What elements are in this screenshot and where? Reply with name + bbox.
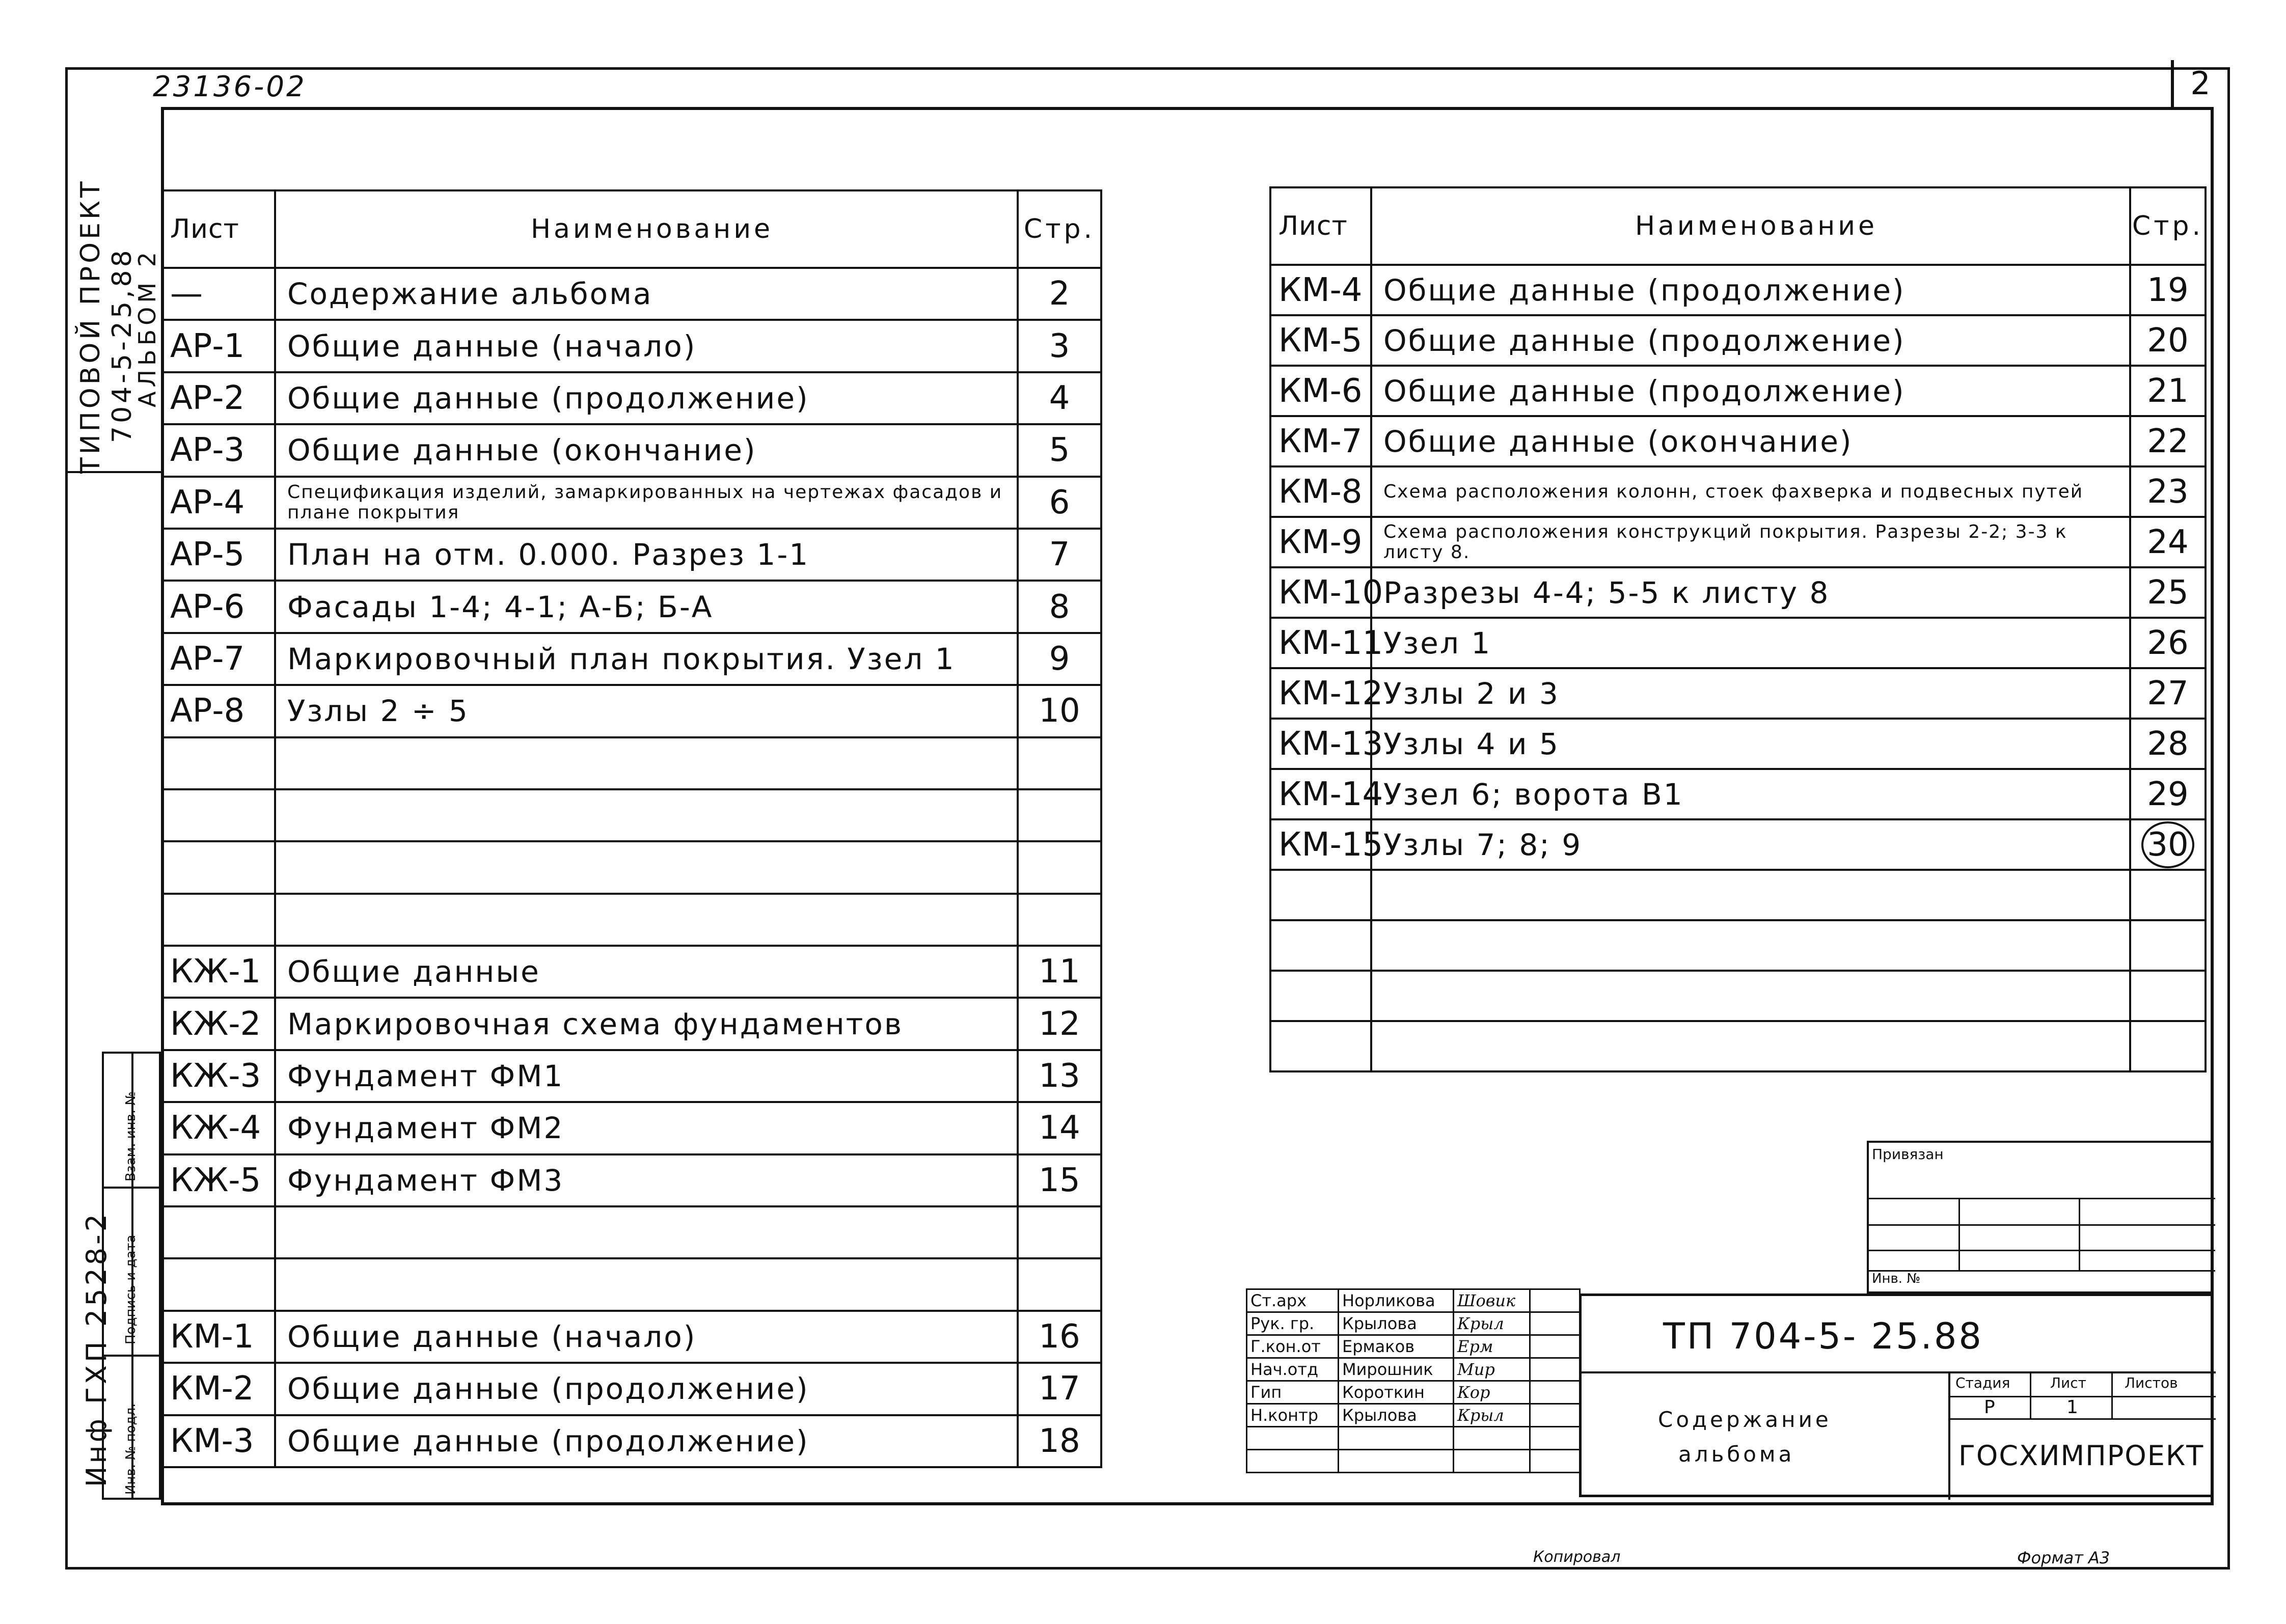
sig-empty-cell	[1530, 1427, 1580, 1450]
row-sheet-code: АР-5	[162, 529, 275, 581]
row-page	[1018, 894, 1101, 946]
sig-empty-cell	[1339, 1450, 1454, 1473]
table-header-row	[162, 190, 1101, 268]
table-row	[162, 789, 1101, 841]
sheets-label: Листов	[2125, 1374, 2178, 1391]
sig-role: Нач.отд	[1247, 1358, 1339, 1381]
row-title: Содержание альбома	[275, 268, 1018, 320]
row-page	[2130, 819, 2206, 870]
row-page: 16	[1018, 1311, 1101, 1363]
row-title: Общие данные (начало)	[275, 1311, 1018, 1363]
signature-row-empty	[1247, 1450, 1580, 1473]
contents-table-left	[161, 189, 1102, 1468]
project-side-album: АЛЬБОМ 2	[133, 248, 161, 407]
row-sheet-code: КМ-11	[1270, 618, 1371, 668]
sig-date	[1530, 1289, 1580, 1312]
tb-vline	[2030, 1371, 2031, 1420]
row-sheet-code: КЖ-3	[162, 1050, 275, 1102]
row-page	[2130, 920, 2206, 971]
contents-table-right	[1269, 186, 2207, 1072]
row-page: 13	[1018, 1050, 1101, 1102]
table-row	[162, 529, 1101, 581]
project-side-number: 704-5-25,88	[107, 247, 138, 443]
sig-handwritten: Крыл	[1454, 1312, 1530, 1335]
row-title: Общие данные (начало)	[275, 320, 1018, 372]
row-page	[2130, 870, 2206, 920]
document-title-line1: Содержание	[1658, 1407, 1832, 1432]
row-title: Фундамент ФМ1	[275, 1050, 1018, 1102]
inventory-code: Инф ГХП 2528-2	[80, 1211, 113, 1487]
row-page: 29	[2130, 769, 2206, 819]
sig-empty-cell	[1247, 1427, 1339, 1450]
stage-label: Стадия	[1955, 1374, 2010, 1391]
sig-role: Н.контр	[1247, 1404, 1339, 1427]
table-row	[1270, 517, 2206, 567]
binding-grid-vline	[1958, 1198, 1960, 1270]
table-row	[1270, 769, 2206, 819]
sig-date	[1530, 1358, 1580, 1381]
row-page: 2	[1018, 268, 1101, 320]
row-sheet-code: КМ-4	[1270, 265, 1371, 315]
row-sheet-code: КЖ-5	[162, 1154, 275, 1206]
row-title: Схема расположения колонн, стоек фахверка и подвесных путей	[1371, 466, 2130, 517]
table-row	[162, 1415, 1101, 1467]
row-page: 20	[2130, 315, 2206, 366]
row-sheet-code: КМ-1	[162, 1311, 275, 1363]
row-title	[1371, 971, 2130, 1021]
field-inv-orig: Инв. № подл.	[123, 1403, 139, 1495]
table-row	[162, 1050, 1101, 1102]
sig-name: Ермаков	[1339, 1335, 1454, 1358]
binding-block	[1867, 1141, 2213, 1293]
sig-date	[1530, 1381, 1580, 1404]
row-sheet-code: КМ-5	[1270, 315, 1371, 366]
binding-grid-line	[1869, 1270, 2215, 1272]
row-page: 8	[1018, 581, 1101, 632]
row-page: 21	[2130, 366, 2206, 416]
row-page: 26	[2130, 618, 2206, 668]
table-row	[1270, 466, 2206, 517]
row-sheet-code	[162, 1258, 275, 1310]
sig-date	[1530, 1404, 1580, 1427]
header-sheet: Лист	[1270, 187, 1371, 265]
row-page	[2130, 971, 2206, 1021]
sig-handwritten: Ерм	[1454, 1335, 1530, 1358]
tb-hline	[1948, 1418, 2216, 1420]
table-row	[162, 320, 1101, 372]
sig-handwritten: Мир	[1454, 1358, 1530, 1381]
row-page: 15	[1018, 1154, 1101, 1206]
binding-grid-line	[1869, 1250, 2215, 1251]
row-title: Фундамент ФМ2	[275, 1102, 1018, 1154]
table-row	[162, 685, 1101, 737]
tb-vline	[1948, 1371, 1950, 1500]
table-row	[1270, 920, 2206, 971]
table-row	[1270, 265, 2206, 315]
row-page: 17	[1018, 1363, 1101, 1415]
table-row	[162, 998, 1101, 1050]
row-sheet-code: КЖ-2	[162, 998, 275, 1050]
table-row	[162, 268, 1101, 320]
row-page: 22	[2130, 416, 2206, 466]
sig-empty-cell	[1454, 1427, 1530, 1450]
signatures-table	[1246, 1288, 1581, 1473]
row-title	[275, 1206, 1018, 1258]
binding-grid-line	[1869, 1224, 2215, 1226]
sheet-label: Лист	[2050, 1374, 2086, 1391]
row-title: Фундамент ФМ3	[275, 1154, 1018, 1206]
row-sheet-code: —	[162, 268, 275, 320]
sig-date	[1530, 1335, 1580, 1358]
row-page: 5	[1018, 424, 1101, 476]
row-sheet-code	[1270, 870, 1371, 920]
row-page: 27	[2130, 668, 2206, 719]
table-row	[1270, 1021, 2206, 1071]
sig-name: Мирошник	[1339, 1358, 1454, 1381]
row-page: 14	[1018, 1102, 1101, 1154]
table-row	[162, 1102, 1101, 1154]
side-stamp-divider	[65, 471, 162, 473]
row-page: 24	[2130, 517, 2206, 567]
sig-empty-cell	[1247, 1450, 1339, 1473]
table-row	[1270, 819, 2206, 870]
tb-hline	[1582, 1371, 2216, 1373]
signature-row	[1247, 1289, 1580, 1312]
row-title	[275, 1258, 1018, 1310]
row-sheet-code: АР-4	[162, 477, 275, 529]
row-sheet-code	[162, 1206, 275, 1258]
header-name: Наименование	[275, 190, 1018, 268]
row-sheet-code	[162, 841, 275, 893]
copied-label: Копировал	[1533, 1548, 1621, 1566]
header-sheet: Лист	[162, 190, 275, 268]
signature-row	[1247, 1335, 1580, 1358]
table-row	[162, 737, 1101, 789]
row-sheet-code	[1270, 971, 1371, 1021]
format-label: Формат А3	[2017, 1548, 2110, 1567]
tb-vline	[2111, 1371, 2113, 1420]
row-page: 6	[1018, 477, 1101, 529]
row-sheet-code: КМ-13	[1270, 719, 1371, 769]
row-sheet-code: АР-1	[162, 320, 275, 372]
row-title: Общие данные	[275, 946, 1018, 998]
row-sheet-code: КМ-8	[1270, 466, 1371, 517]
row-page	[1018, 1206, 1101, 1258]
row-title: Узлы 7; 8; 9	[1371, 819, 2130, 870]
row-title: Общие данные (окончание)	[275, 424, 1018, 476]
row-page	[1018, 841, 1101, 893]
table-row	[1270, 618, 2206, 668]
row-sheet-code	[162, 789, 275, 841]
row-title: Маркировочный план покрытия. Узел 1	[275, 633, 1018, 685]
row-title: Общие данные (продолжение)	[275, 1363, 1018, 1415]
row-title	[275, 894, 1018, 946]
table-row	[1270, 567, 2206, 618]
row-page: 10	[1018, 685, 1101, 737]
row-sheet-code: АР-3	[162, 424, 275, 476]
table-row	[162, 424, 1101, 476]
row-page: 4	[1018, 372, 1101, 424]
row-page: 25	[2130, 567, 2206, 618]
table-row	[162, 1363, 1101, 1415]
project-side-label: ТИПОВОЙ ПРОЕКТ	[75, 178, 106, 474]
row-page: 23	[2130, 466, 2206, 517]
row-title: Узел 6; ворота В1	[1371, 769, 2130, 819]
row-page: 28	[2130, 719, 2206, 769]
sheet-number: 2	[2171, 60, 2227, 107]
organization-name: ГОСХИМПРОЕКТ	[1958, 1440, 2205, 1472]
row-sheet-code: КМ-10	[1270, 567, 1371, 618]
signature-row	[1247, 1381, 1580, 1404]
row-page	[1018, 789, 1101, 841]
row-sheet-code: КМ-12	[1270, 668, 1371, 719]
sig-empty-cell	[1339, 1427, 1454, 1450]
table-row	[162, 946, 1101, 998]
signature-row	[1247, 1358, 1580, 1381]
table-header-row	[1270, 187, 2206, 265]
table-row	[1270, 971, 2206, 1021]
sig-name: Короткин	[1339, 1381, 1454, 1404]
header-page: Стр.	[2130, 187, 2206, 265]
row-sheet-code: КМ-3	[162, 1415, 275, 1467]
table-row	[1270, 416, 2206, 466]
table-row	[162, 1154, 1101, 1206]
field-replaced-inv: Взам. инв. №	[123, 1091, 139, 1181]
table-row	[162, 581, 1101, 632]
signature-row	[1247, 1312, 1580, 1335]
row-sheet-code: КМ-14	[1270, 769, 1371, 819]
row-page: 11	[1018, 946, 1101, 998]
table-row	[162, 894, 1101, 946]
binding-grid-line	[1869, 1198, 2215, 1199]
table-row	[1270, 315, 2206, 366]
document-title-line2: альбома	[1678, 1442, 1795, 1467]
row-page: 7	[1018, 529, 1101, 581]
row-sheet-code: АР-2	[162, 372, 275, 424]
table-row	[1270, 870, 2206, 920]
sig-handwritten: Крыл	[1454, 1404, 1530, 1427]
row-title: Общие данные (продолжение)	[275, 372, 1018, 424]
table-row	[162, 1258, 1101, 1310]
row-sheet-code: КМ-15	[1270, 819, 1371, 870]
archive-number: 23136-02	[153, 70, 307, 103]
field-signature-date: Подпись и дата	[123, 1234, 139, 1344]
sig-role: Г.кон.от	[1247, 1335, 1339, 1358]
document-code: ТП 704-5- 25.88	[1663, 1315, 1983, 1357]
side-box-row-divider	[102, 1187, 161, 1189]
row-title: Узлы 2 и 3	[1371, 668, 2130, 719]
row-title	[1371, 1021, 2130, 1071]
row-title	[1371, 870, 2130, 920]
row-page	[1018, 1258, 1101, 1310]
row-page: 3	[1018, 320, 1101, 372]
circled-page-number: 30	[2141, 821, 2194, 868]
sig-date	[1530, 1312, 1580, 1335]
row-sheet-code: КМ-9	[1270, 517, 1371, 567]
binding-label: Привязан	[1872, 1146, 1944, 1163]
row-sheet-code: КМ-2	[162, 1363, 275, 1415]
row-title: Схема расположения конструкций покрытия. Разрезы 2-2; 3-3 к листу 8.	[1371, 517, 2130, 567]
row-title: Спецификация изделий, замаркированных на чертежах фасадов и плане покрытия	[275, 477, 1018, 529]
row-sheet-code: КЖ-1	[162, 946, 275, 998]
row-title: Маркировочная схема фундаментов	[275, 998, 1018, 1050]
row-title	[275, 841, 1018, 893]
row-title: Узлы 2 ÷ 5	[275, 685, 1018, 737]
sig-role: Гип	[1247, 1381, 1339, 1404]
binding-grid-vline	[2079, 1198, 2080, 1270]
sig-name: Крылова	[1339, 1404, 1454, 1427]
sig-empty-cell	[1530, 1450, 1580, 1473]
row-title	[275, 789, 1018, 841]
table-row	[162, 1311, 1101, 1363]
row-sheet-code: КМ-6	[1270, 366, 1371, 416]
row-title: Узлы 4 и 5	[1371, 719, 2130, 769]
table-row	[1270, 668, 2206, 719]
row-sheet-code: КМ-7	[1270, 416, 1371, 466]
row-sheet-code	[162, 894, 275, 946]
title-block	[1579, 1293, 2213, 1497]
sig-name: Норликова	[1339, 1289, 1454, 1312]
row-page: 18	[1018, 1415, 1101, 1467]
row-title	[275, 737, 1018, 789]
row-page: 19	[2130, 265, 2206, 315]
row-page: 9	[1018, 633, 1101, 685]
row-sheet-code: АР-7	[162, 633, 275, 685]
row-title: Разрезы 4-4; 5-5 к листу 8	[1371, 567, 2130, 618]
row-title: Общие данные (продолжение)	[1371, 366, 2130, 416]
row-sheet-code: АР-6	[162, 581, 275, 632]
table-row	[162, 477, 1101, 529]
header-page: Стр.	[1018, 190, 1101, 268]
row-title: Фасады 1-4; 4-1; А-Б; Б-А	[275, 581, 1018, 632]
table-row	[1270, 719, 2206, 769]
row-title: План на отм. 0.000. Разрез 1-1	[275, 529, 1018, 581]
row-title: Общие данные (продолжение)	[275, 1415, 1018, 1467]
header-name: Наименование	[1371, 187, 2130, 265]
signature-row	[1247, 1404, 1580, 1427]
signature-row-empty	[1247, 1427, 1580, 1450]
sig-role: Ст.арх	[1247, 1289, 1339, 1312]
sig-name: Крылова	[1339, 1312, 1454, 1335]
row-sheet-code: КЖ-4	[162, 1102, 275, 1154]
row-page	[2130, 1021, 2206, 1071]
stage-value: Р	[1984, 1397, 1995, 1418]
row-title: Общие данные (продолжение)	[1371, 315, 2130, 366]
sig-empty-cell	[1454, 1450, 1530, 1473]
row-title: Общие данные (продолжение)	[1371, 265, 2130, 315]
sheet-value: 1	[2066, 1397, 2078, 1418]
table-row	[162, 372, 1101, 424]
table-row	[162, 633, 1101, 685]
table-row	[1270, 366, 2206, 416]
row-sheet-code	[1270, 1021, 1371, 1071]
row-sheet-code	[1270, 920, 1371, 971]
row-page	[1018, 737, 1101, 789]
row-title: Узел 1	[1371, 618, 2130, 668]
sig-handwritten: Кор	[1454, 1381, 1530, 1404]
table-row	[162, 841, 1101, 893]
row-page: 12	[1018, 998, 1101, 1050]
binding-inv-label: Инв. №	[1872, 1271, 1921, 1286]
table-row	[162, 1206, 1101, 1258]
sig-handwritten: Шовик	[1454, 1289, 1530, 1312]
row-sheet-code	[162, 737, 275, 789]
row-title: Общие данные (окончание)	[1371, 416, 2130, 466]
sig-role: Рук. гр.	[1247, 1312, 1339, 1335]
row-sheet-code: АР-8	[162, 685, 275, 737]
row-title	[1371, 920, 2130, 971]
